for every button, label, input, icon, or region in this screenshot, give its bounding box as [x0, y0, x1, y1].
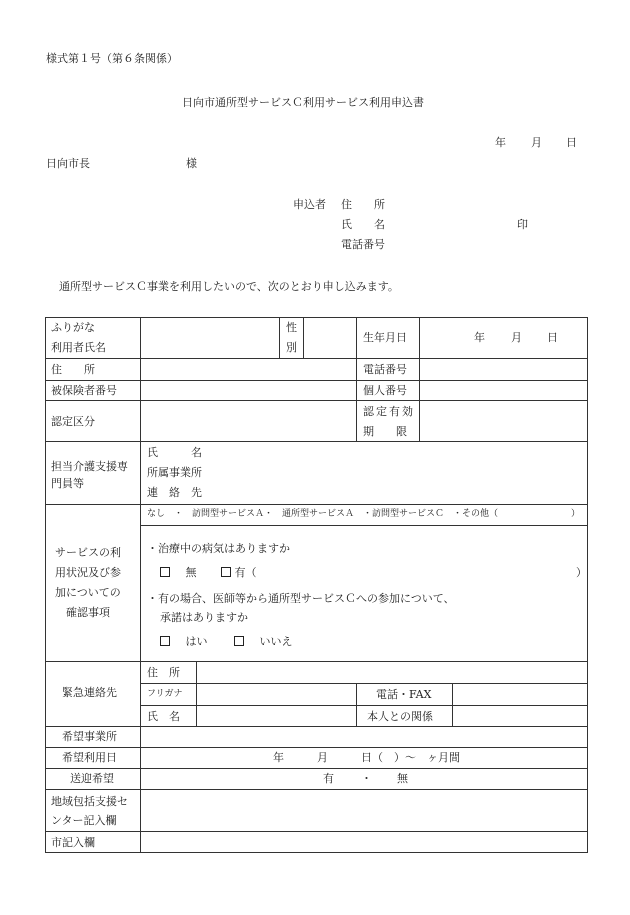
- illness-yes-option[interactable]: [221, 567, 257, 578]
- address-input[interactable]: [141, 359, 356, 380]
- desired-date-value: 年 月 日（ ）～ ヶ月間: [273, 751, 460, 764]
- emergency-label: 緊急連絡先: [62, 686, 117, 699]
- user-name-input[interactable]: [141, 318, 279, 358]
- date-day: 日: [566, 136, 577, 149]
- insured-number-input[interactable]: [141, 381, 356, 400]
- applicant-address-label: 住 所: [341, 198, 385, 211]
- em-phone-label: 電話・FAX: [376, 688, 432, 701]
- desired-office-label: 希望事業所: [62, 730, 117, 743]
- illness-none-checkbox[interactable]: [160, 567, 170, 577]
- date-month: 月: [531, 136, 542, 149]
- illness-question: ・治療中の病気はありますか: [147, 542, 290, 555]
- cert-valid-label-1: 認定有効: [363, 405, 415, 418]
- birth-day: 日: [547, 331, 558, 344]
- care-manager-label-2: 門員等: [51, 477, 84, 490]
- transport-label: 送迎希望: [70, 772, 114, 785]
- honorific: 様: [186, 157, 197, 170]
- illness-yes-label: 有（: [234, 566, 257, 579]
- sex-label-2: 別: [286, 341, 297, 354]
- cm-name-label: 氏 名: [147, 446, 202, 459]
- center-label-2: ンター記入欄: [51, 814, 117, 827]
- center-label-1: 地域包括支援セ: [51, 795, 128, 808]
- seal-mark: 印: [517, 218, 528, 231]
- phone-input[interactable]: [420, 359, 587, 380]
- transport-separator: ・: [361, 772, 372, 785]
- phone-label: 電話番号: [363, 363, 407, 376]
- service-label-1: サービスの利: [55, 546, 121, 559]
- consent-yes-label: はい: [185, 635, 208, 648]
- transport-no[interactable]: 無: [397, 772, 408, 785]
- birthdate-label: 生年月日: [363, 331, 407, 344]
- form-number: 様式第１号（第６条関係）: [46, 52, 178, 65]
- transport-yes[interactable]: 有: [323, 772, 334, 785]
- care-manager-label-1: 担当介護支援専: [51, 460, 128, 473]
- em-furigana-label: フリガナ: [147, 689, 183, 699]
- desired-office-input[interactable]: [141, 727, 587, 747]
- personal-number-input[interactable]: [420, 381, 587, 400]
- date-year: 年: [495, 136, 506, 149]
- sex-label-1: 性: [286, 321, 297, 334]
- cm-contact-label: 連 絡 先: [147, 486, 202, 499]
- applicant-label: 申込者: [293, 198, 326, 211]
- cert-valid-input[interactable]: [420, 401, 587, 441]
- city-label: 市記入欄: [51, 836, 95, 849]
- service-label-4: 確認事項: [66, 606, 110, 619]
- sex-input[interactable]: [304, 318, 356, 358]
- em-relation-label: 本人との関係: [367, 710, 433, 723]
- intro-text: 通所型サービスＣ事業を利用したいので、次のとおり申し込みます。: [59, 280, 399, 293]
- consent-yes-checkbox[interactable]: [160, 636, 170, 646]
- consent-no-checkbox[interactable]: [234, 636, 244, 646]
- em-address-label: 住 所: [147, 666, 180, 679]
- birth-year: 年: [474, 331, 485, 344]
- applicant-phone-label: 電話番号: [341, 238, 385, 251]
- user-name-label: 利用者氏名: [51, 341, 106, 354]
- cert-class-label: 認定区分: [51, 415, 95, 428]
- consent-no-label: いいえ: [259, 635, 293, 648]
- em-phone-relation-input[interactable]: [453, 684, 587, 726]
- em-name-input[interactable]: [197, 684, 356, 726]
- service-label-3: 加についての: [55, 586, 121, 599]
- doctor-question-1: ・有の場合、医師等から通所型サービスＣへの参加について、: [147, 592, 455, 605]
- center-input[interactable]: [141, 790, 587, 831]
- cm-office-label: 所属事業所: [147, 466, 202, 479]
- illness-none-label: 無: [185, 566, 197, 579]
- cert-valid-label-2: 期 限: [363, 425, 407, 438]
- birth-month: 月: [511, 331, 522, 344]
- em-name-label: 氏 名: [147, 710, 180, 723]
- consent-yes-option[interactable]: [160, 636, 208, 647]
- personal-number-label: 個人番号: [363, 384, 407, 397]
- doctor-question-2: 承諾はありますか: [160, 611, 248, 624]
- city-input[interactable]: [141, 832, 587, 852]
- form-title: 日向市通所型サービスＣ利用サービス利用申込書: [182, 96, 424, 109]
- illness-yes-checkbox[interactable]: [221, 567, 231, 577]
- desired-date-label: 希望利用日: [62, 751, 117, 764]
- furigana-label: ふりがな: [51, 321, 95, 334]
- applicant-name-label: 氏 名: [341, 218, 385, 231]
- consent-no-option[interactable]: [234, 636, 293, 647]
- addressee: 日向市長: [46, 157, 90, 170]
- illness-close: ）: [576, 566, 587, 579]
- service-options-close: ）: [571, 509, 581, 519]
- service-label-2: 用状況及び参: [55, 566, 121, 579]
- em-address-input[interactable]: [197, 662, 587, 683]
- address-label: 住 所: [51, 363, 95, 376]
- cert-class-input[interactable]: [141, 401, 356, 441]
- insured-number-label: 被保険者番号: [51, 384, 117, 397]
- illness-none-option[interactable]: [160, 567, 197, 578]
- service-options: なし ・ 訪問型サービスＡ・ 通所型サービスＡ ・訪問型サービスＣ ・その他（: [147, 509, 499, 519]
